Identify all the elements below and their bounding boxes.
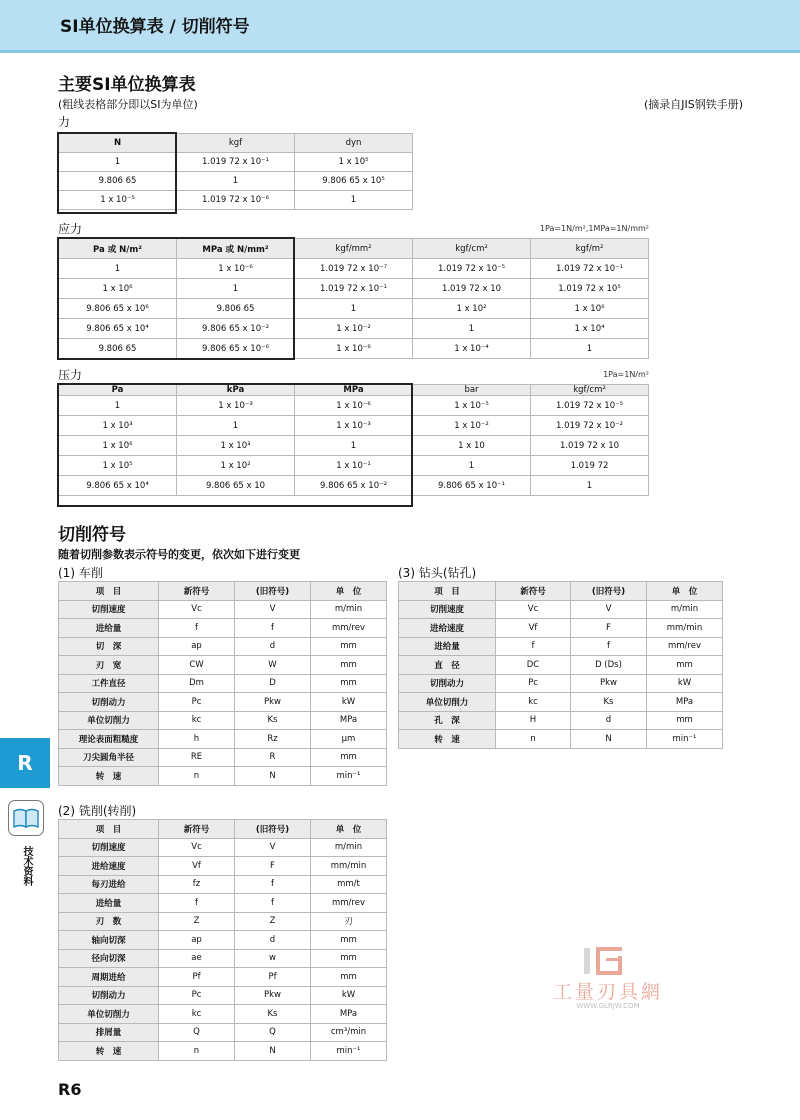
- table-cell: 1 x 10⁻⁴: [413, 339, 531, 359]
- table-cell: kc: [159, 711, 235, 730]
- table-cell: 刃 数: [59, 912, 159, 931]
- table-cell: f: [571, 637, 647, 656]
- column-header: kgf/m²: [531, 239, 649, 259]
- table-cell: 切削动力: [59, 986, 159, 1005]
- force-label: 力: [58, 115, 71, 129]
- watermark-logo-icon: [582, 944, 626, 978]
- table-cell: kW: [311, 693, 387, 712]
- table-cell: f: [235, 875, 311, 894]
- table-row: [59, 416, 649, 436]
- table-row: [59, 299, 649, 319]
- table-cell: 1.019 72 x 10⁻²: [531, 416, 649, 436]
- table-cell: 9.806 65: [59, 339, 177, 359]
- table-cell: 1: [177, 416, 295, 436]
- si-note: (粗线表格部分即以SI为单位): [58, 98, 198, 111]
- table-row: [59, 1023, 387, 1042]
- table-cell: μm: [311, 730, 387, 749]
- table-row: [59, 456, 649, 476]
- table-row: [59, 767, 387, 786]
- table-cell: 直 径: [399, 656, 496, 675]
- table-cell: Pkw: [571, 674, 647, 693]
- pressure-table-body: [59, 385, 649, 496]
- table-row: [59, 730, 387, 749]
- table-cell: 1: [295, 436, 413, 456]
- table-cell: H: [496, 711, 571, 730]
- table-cell: 1 x 10⁴: [531, 319, 649, 339]
- drilling-label: (3) 钻头(钻孔): [398, 566, 477, 580]
- table-cell: 1: [177, 279, 295, 299]
- section-tab[interactable]: R: [0, 738, 50, 788]
- table-cell: D: [235, 674, 311, 693]
- table-cell: 1 x 10⁻²: [295, 319, 413, 339]
- table-cell: 9.806 65 x 10: [177, 476, 295, 496]
- table-cell: 9.806 65: [177, 299, 295, 319]
- table-cell: Pf: [235, 968, 311, 987]
- symbols-heading: 切削符号: [58, 525, 126, 545]
- table-cell: mm/min: [647, 619, 723, 638]
- turning-label: (1) 车削: [58, 566, 103, 580]
- drilling-table-body: [399, 582, 723, 749]
- table-cell: 9.806 65: [59, 172, 177, 191]
- column-header: 新符号: [159, 582, 235, 601]
- page-title: SI单位换算表 / 切削符号: [60, 17, 250, 37]
- table-cell: min⁻¹: [311, 767, 387, 786]
- table-cell: d: [235, 931, 311, 950]
- table-cell: V: [235, 838, 311, 857]
- table-cell: f: [496, 637, 571, 656]
- table-cell: 1 x 10⁻¹: [295, 456, 413, 476]
- stress-note: 1Pa=1N/m²,1MPa=1N/mm²: [539, 224, 649, 233]
- table-cell: 单位切削力: [59, 1005, 159, 1024]
- table-row: [59, 1005, 387, 1024]
- table-row: [59, 476, 649, 496]
- table-row: [59, 857, 387, 876]
- table-row: [59, 656, 387, 675]
- table-cell: MPa: [647, 693, 723, 712]
- table-cell: Z: [235, 912, 311, 931]
- table-cell: 1.019 72 x 10⁻¹: [531, 259, 649, 279]
- side-label: 技术资料: [21, 846, 32, 886]
- table-row: [399, 619, 723, 638]
- column-header: kPa: [177, 385, 295, 396]
- table-cell: 1: [413, 456, 531, 476]
- table-cell: 径向切深: [59, 949, 159, 968]
- table-row: [59, 838, 387, 857]
- table-cell: 刃: [311, 912, 387, 931]
- table-cell: Vc: [159, 838, 235, 857]
- table-cell: Vc: [159, 600, 235, 619]
- table-cell: 切削动力: [59, 693, 159, 712]
- column-header: (旧符号): [235, 820, 311, 839]
- table-cell: MPa: [311, 711, 387, 730]
- table-cell: 切削速度: [59, 600, 159, 619]
- stress-table-body: [59, 239, 649, 359]
- table-cell: 1.019 72 x 10⁵: [531, 279, 649, 299]
- table-cell: 1: [177, 172, 295, 191]
- table-cell: 1 x 10²: [177, 456, 295, 476]
- column-header: N: [59, 134, 177, 153]
- book-icon: [8, 800, 44, 836]
- turning-table-body: [59, 582, 387, 786]
- table-cell: 1 x 10⁻⁵: [59, 191, 177, 210]
- table-cell: mm: [647, 711, 723, 730]
- table-cell: f: [235, 619, 311, 638]
- milling-table: [58, 819, 387, 1061]
- stress-table: [58, 238, 649, 359]
- table-cell: 1.019 72 x 10⁻⁷: [295, 259, 413, 279]
- table-row: [399, 656, 723, 675]
- table-row: [59, 153, 413, 172]
- table-row: [59, 894, 387, 913]
- stress-label: 应力: [58, 222, 83, 236]
- table-cell: 1 x 10⁵: [295, 153, 413, 172]
- table-cell: 转 速: [399, 730, 496, 749]
- table-cell: 1 x 10⁶: [59, 436, 177, 456]
- table-cell: Vf: [496, 619, 571, 638]
- table-cell: N: [235, 767, 311, 786]
- column-header: Pa 或 N/m²: [59, 239, 177, 259]
- table-cell: m/min: [311, 600, 387, 619]
- table-cell: d: [571, 711, 647, 730]
- table-cell: mm: [311, 674, 387, 693]
- table-cell: Vf: [159, 857, 235, 876]
- table-cell: DC: [496, 656, 571, 675]
- table-row: [59, 279, 649, 299]
- table-cell: RE: [159, 748, 235, 767]
- column-header: kgf/cm²: [413, 239, 531, 259]
- table-cell: n: [496, 730, 571, 749]
- si-source: (摘录自JIS钢铁手册): [643, 98, 743, 111]
- table-cell: w: [235, 949, 311, 968]
- column-header: 单 位: [647, 582, 723, 601]
- table-row: [59, 711, 387, 730]
- table-cell: 进给速度: [59, 857, 159, 876]
- column-header: 项 目: [59, 582, 159, 601]
- table-cell: 1 x 10³: [59, 416, 177, 436]
- table-cell: 进给速度: [399, 619, 496, 638]
- column-header: MPa 或 N/mm²: [177, 239, 295, 259]
- table-row: [59, 396, 649, 416]
- table-cell: Pf: [159, 968, 235, 987]
- table-row: [59, 339, 649, 359]
- table-cell: 1 x 10⁻²: [413, 416, 531, 436]
- table-cell: ap: [159, 637, 235, 656]
- drilling-table: [398, 581, 723, 749]
- table-cell: mm/rev: [311, 894, 387, 913]
- table-cell: 1: [413, 319, 531, 339]
- table-row: [59, 748, 387, 767]
- table-cell: 1: [295, 191, 413, 210]
- table-header-row: [59, 239, 649, 259]
- table-row: [59, 600, 387, 619]
- table-cell: 1 x 10⁻⁶: [295, 396, 413, 416]
- table-cell: f: [159, 619, 235, 638]
- column-header: kgf/mm²: [295, 239, 413, 259]
- table-cell: 工件直径: [59, 674, 159, 693]
- table-cell: 9.806 65 x 10⁻⁶: [177, 339, 295, 359]
- table-cell: 孔 深: [399, 711, 496, 730]
- table-cell: Q: [235, 1023, 311, 1042]
- table-cell: Ks: [235, 1005, 311, 1024]
- table-row: [59, 912, 387, 931]
- table-cell: 转 速: [59, 767, 159, 786]
- table-cell: 1.019 72 x 10⁻⁵: [413, 259, 531, 279]
- table-cell: mm/min: [311, 857, 387, 876]
- table-cell: 1.019 72 x 10⁻¹: [295, 279, 413, 299]
- table-cell: 1.019 72 x 10: [413, 279, 531, 299]
- table-cell: Pc: [159, 693, 235, 712]
- column-header: (旧符号): [235, 582, 311, 601]
- table-cell: n: [159, 1042, 235, 1061]
- table-row: [399, 600, 723, 619]
- table-cell: 1: [531, 476, 649, 496]
- table-row: [59, 931, 387, 950]
- table-cell: n: [159, 767, 235, 786]
- table-cell: 刀尖圆角半径: [59, 748, 159, 767]
- table-row: [59, 172, 413, 191]
- table-header-row: [59, 820, 387, 839]
- column-header: (旧符号): [571, 582, 647, 601]
- table-cell: cm³/min: [311, 1023, 387, 1042]
- table-cell: 转 速: [59, 1042, 159, 1061]
- table-cell: f: [159, 894, 235, 913]
- watermark-text: 工量刃具網: [552, 981, 663, 1003]
- table-cell: mm/t: [311, 875, 387, 894]
- table-cell: mm/rev: [311, 619, 387, 638]
- table-cell: 1: [59, 259, 177, 279]
- table-cell: 1.019 72 x 10⁻⁵: [531, 396, 649, 416]
- table-cell: 9.806 65 x 10⁶: [59, 299, 177, 319]
- table-cell: 1.019 72 x 10⁻¹: [177, 153, 295, 172]
- table-cell: MPa: [311, 1005, 387, 1024]
- watermark-url: WWW.GLRJW.COM: [576, 1002, 640, 1010]
- column-header: dyn: [295, 134, 413, 153]
- table-cell: 1: [295, 299, 413, 319]
- table-row: [59, 619, 387, 638]
- table-cell: 1 x 10⁵: [59, 456, 177, 476]
- table-cell: Q: [159, 1023, 235, 1042]
- table-cell: d: [235, 637, 311, 656]
- table-cell: f: [235, 894, 311, 913]
- table-cell: mm: [311, 949, 387, 968]
- table-cell: 周期进给: [59, 968, 159, 987]
- table-row: [59, 637, 387, 656]
- force-table: [58, 133, 413, 210]
- table-cell: fz: [159, 875, 235, 894]
- table-cell: 1 x 10³: [177, 436, 295, 456]
- table-cell: 1: [59, 153, 177, 172]
- table-cell: h: [159, 730, 235, 749]
- table-cell: F: [571, 619, 647, 638]
- table-row: [59, 436, 649, 456]
- table-cell: mm: [311, 748, 387, 767]
- column-header: MPa: [295, 385, 413, 396]
- table-cell: ap: [159, 931, 235, 950]
- table-cell: W: [235, 656, 311, 675]
- column-header: 项 目: [399, 582, 496, 601]
- symbols-intro: 随着切削参数表示符号的变更，依次如下进行变更: [58, 548, 300, 561]
- table-row: [59, 319, 649, 339]
- table-cell: 1 x 10²: [413, 299, 531, 319]
- table-cell: N: [235, 1042, 311, 1061]
- table-cell: mm/rev: [647, 637, 723, 656]
- table-cell: CW: [159, 656, 235, 675]
- milling-table-body: [59, 820, 387, 1061]
- table-row: [399, 637, 723, 656]
- table-cell: 1 x 10⁻³: [177, 396, 295, 416]
- table-cell: Ks: [235, 711, 311, 730]
- table-cell: m/min: [311, 838, 387, 857]
- table-cell: 每刃进给: [59, 875, 159, 894]
- table-cell: 9.806 65 x 10⁵: [295, 172, 413, 191]
- table-cell: 排屑量: [59, 1023, 159, 1042]
- table-cell: Z: [159, 912, 235, 931]
- pressure-table: [58, 384, 649, 496]
- table-cell: V: [235, 600, 311, 619]
- table-cell: min⁻¹: [647, 730, 723, 749]
- table-cell: mm: [311, 931, 387, 950]
- pressure-note: 1Pa=1N/m²: [603, 370, 649, 379]
- table-cell: 单位切削力: [59, 711, 159, 730]
- table-cell: kW: [647, 674, 723, 693]
- table-row: [59, 674, 387, 693]
- column-header: 项 目: [59, 820, 159, 839]
- table-cell: 9.806 65 x 10⁴: [59, 319, 177, 339]
- table-cell: min⁻¹: [311, 1042, 387, 1061]
- table-cell: Dm: [159, 674, 235, 693]
- table-cell: 理论表面粗糙度: [59, 730, 159, 749]
- table-cell: 9.806 65 x 10⁻¹: [413, 476, 531, 496]
- column-header: kgf/cm²: [531, 385, 649, 396]
- table-cell: mm: [311, 637, 387, 656]
- column-header: bar: [413, 385, 531, 396]
- table-cell: 9.806 65 x 10⁴: [59, 476, 177, 496]
- page-number: R6: [58, 1080, 82, 1099]
- table-cell: Vc: [496, 600, 571, 619]
- table-cell: ae: [159, 949, 235, 968]
- table-cell: kW: [311, 986, 387, 1005]
- table-header-row: [59, 385, 649, 396]
- table-cell: 1: [59, 396, 177, 416]
- table-cell: F: [235, 857, 311, 876]
- table-row: [59, 986, 387, 1005]
- table-cell: D (Ds): [571, 656, 647, 675]
- table-cell: 1 x 10⁻⁶: [295, 339, 413, 359]
- table-cell: 9.806 65 x 10⁻²: [177, 319, 295, 339]
- milling-label: (2) 铣削(转削): [58, 804, 137, 818]
- table-row: [59, 968, 387, 987]
- table-row: [59, 875, 387, 894]
- table-cell: 1: [531, 339, 649, 359]
- table-cell: 1 x 10: [413, 436, 531, 456]
- table-cell: mm: [647, 656, 723, 675]
- table-cell: 1.019 72 x 10: [531, 436, 649, 456]
- column-header: 新符号: [159, 820, 235, 839]
- column-header: kgf: [177, 134, 295, 153]
- table-header-row: [59, 582, 387, 601]
- pressure-label: 压力: [58, 368, 83, 382]
- table-row: [399, 730, 723, 749]
- table-cell: 1 x 10⁻⁶: [177, 259, 295, 279]
- table-row: [399, 693, 723, 712]
- table-cell: mm: [311, 656, 387, 675]
- table-cell: kc: [496, 693, 571, 712]
- table-cell: R: [235, 748, 311, 767]
- table-cell: 进给量: [59, 894, 159, 913]
- table-cell: V: [571, 600, 647, 619]
- table-cell: Pkw: [235, 693, 311, 712]
- table-cell: 切 深: [59, 637, 159, 656]
- table-cell: 切削速度: [59, 838, 159, 857]
- force-table-body: [59, 134, 413, 210]
- table-row: [59, 693, 387, 712]
- si-heading: 主要SI单位换算表: [58, 75, 196, 95]
- table-row: [399, 674, 723, 693]
- table-cell: 1 x 10⁻⁵: [413, 396, 531, 416]
- table-cell: Pc: [496, 674, 571, 693]
- table-header-row: [59, 134, 413, 153]
- table-row: [59, 191, 413, 210]
- turning-table: [58, 581, 387, 786]
- table-cell: Pkw: [235, 986, 311, 1005]
- column-header: Pa: [59, 385, 177, 396]
- table-cell: Rz: [235, 730, 311, 749]
- table-cell: m/min: [647, 600, 723, 619]
- column-header: 新符号: [496, 582, 571, 601]
- table-cell: 1 x 10⁶: [531, 299, 649, 319]
- table-cell: 9.806 65 x 10⁻²: [295, 476, 413, 496]
- table-cell: 单位切削力: [399, 693, 496, 712]
- table-cell: mm: [311, 968, 387, 987]
- table-cell: 1 x 10⁻³: [295, 416, 413, 436]
- table-row: [59, 259, 649, 279]
- table-cell: kc: [159, 1005, 235, 1024]
- table-cell: 1 x 10⁶: [59, 279, 177, 299]
- table-cell: 进给量: [399, 637, 496, 656]
- column-header: 单 位: [311, 820, 387, 839]
- table-cell: Pc: [159, 986, 235, 1005]
- table-cell: 1.019 72 x 10⁻⁶: [177, 191, 295, 210]
- table-cell: 刃 宽: [59, 656, 159, 675]
- table-header-row: [399, 582, 723, 601]
- table-row: [399, 711, 723, 730]
- table-row: [59, 949, 387, 968]
- table-cell: 轴向切深: [59, 931, 159, 950]
- table-cell: 切削动力: [399, 674, 496, 693]
- table-row: [59, 1042, 387, 1061]
- column-header: 单 位: [311, 582, 387, 601]
- table-cell: Ks: [571, 693, 647, 712]
- table-cell: N: [571, 730, 647, 749]
- table-cell: 1.019 72: [531, 456, 649, 476]
- table-cell: 进给量: [59, 619, 159, 638]
- table-cell: 切削速度: [399, 600, 496, 619]
